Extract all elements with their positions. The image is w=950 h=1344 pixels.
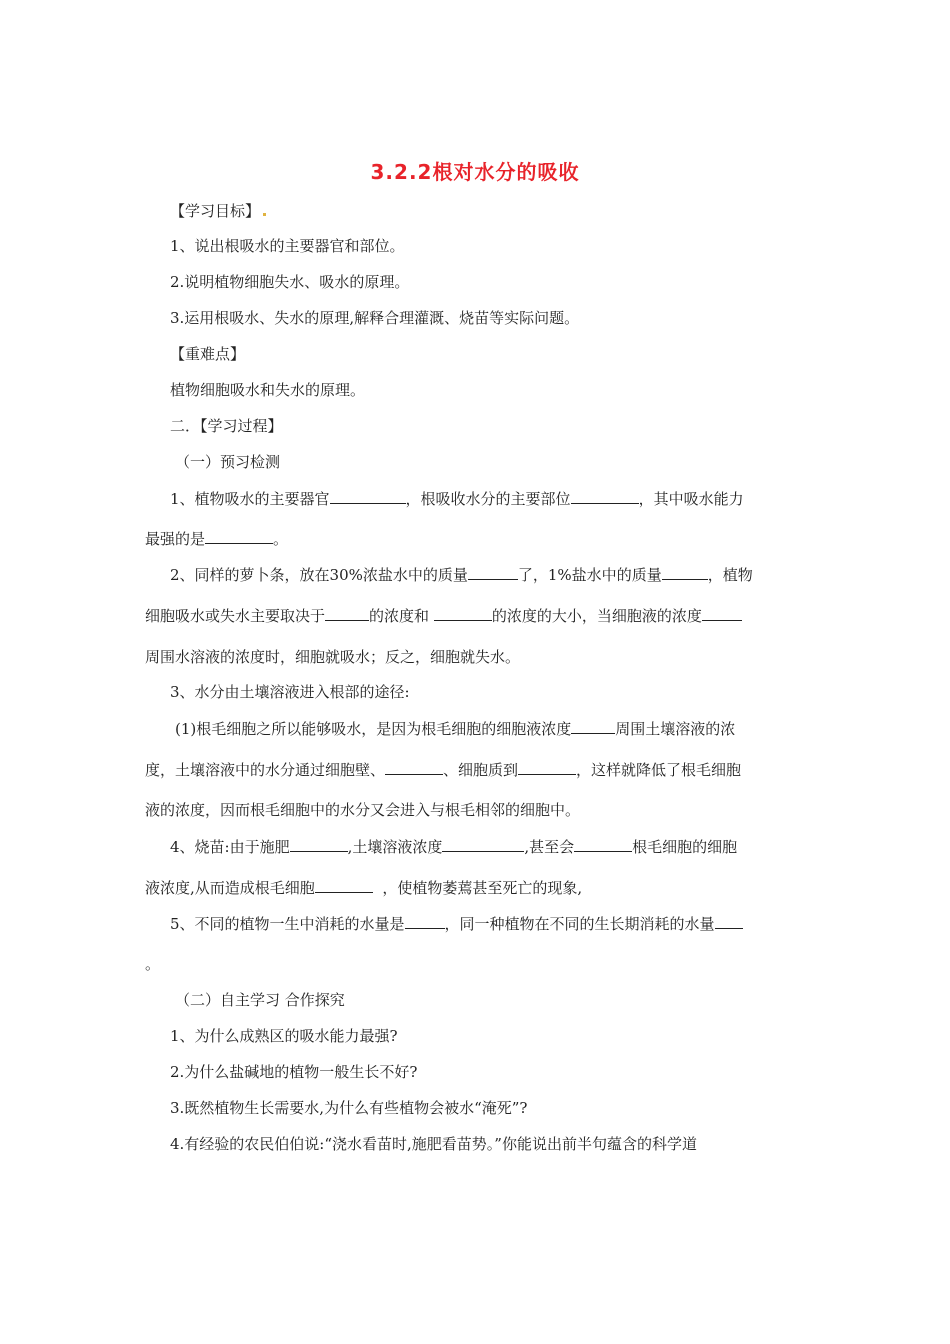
answer-blank bbox=[715, 912, 743, 929]
question-3-line-1: (1)根毛细胞之所以能够吸水，是因为根毛细胞的细胞液浓度 周围土壤溶液的浓 bbox=[175, 717, 735, 740]
question-5-line-2: 。 bbox=[145, 955, 161, 973]
answer-blank bbox=[468, 563, 518, 580]
question-2-line-3: 周围水溶液的浓度时，细胞就吸水；反之，细胞就失水。 bbox=[145, 648, 521, 666]
question-3-header: 3、水分由土壤溶液进入根部的途径: bbox=[170, 683, 410, 701]
key-header: 【重难点】 bbox=[170, 345, 246, 363]
question-2-line-2: 细胞吸水或失水主要取决于 的浓度和 的浓度的大小，当细胞液的浓度 bbox=[145, 604, 742, 627]
answer-blank bbox=[405, 912, 445, 929]
answer-blank bbox=[325, 604, 369, 621]
question-1-line-2: 最强的是 。 bbox=[145, 527, 288, 550]
question-1-line-1: 1、植物吸水的主要器官 ，根吸收水分的主要部位 ，其中吸水能力 bbox=[170, 487, 744, 510]
goal-2: 2.说明植物细胞失水、吸水的原理。 bbox=[170, 273, 410, 291]
inquiry-question-3: 3.既然植物生长需要水,为什么有些植物会被水“淹死”? bbox=[170, 1099, 528, 1117]
goal-3: 3.运用根吸水、失水的原理,解释合理灌溉、烧苗等实际问题。 bbox=[170, 309, 580, 327]
answer-blank bbox=[290, 835, 348, 852]
process-header: 二．【学习过程】 bbox=[170, 417, 283, 435]
question-3-line-3: 液的浓度，因而根毛细胞中的水分又会进入与根毛相邻的细胞中。 bbox=[145, 801, 581, 819]
section-2-header: （二）自主学习 合作探究 bbox=[175, 991, 345, 1009]
answer-blank bbox=[702, 604, 742, 621]
inquiry-question-2: 2.为什么盐碱地的植物一般生长不好? bbox=[170, 1063, 418, 1081]
section-1-header: （一）预习检测 bbox=[175, 453, 281, 471]
question-3-line-2: 度，土壤溶液中的水分通过细胞壁、 、细胞质到 ，这样就降低了根毛细胞 bbox=[145, 758, 741, 781]
mark-dot bbox=[263, 213, 266, 216]
page-title: 3.2.2根对水分的吸收 bbox=[370, 160, 580, 184]
answer-blank bbox=[518, 758, 576, 775]
key-text: 植物细胞吸水和失水的原理。 bbox=[170, 381, 366, 399]
answer-blank bbox=[571, 717, 615, 734]
answer-blank bbox=[442, 835, 524, 852]
answer-blank bbox=[330, 487, 406, 504]
answer-blank bbox=[662, 563, 708, 580]
answer-blank bbox=[205, 527, 273, 544]
answer-blank bbox=[574, 835, 632, 852]
goals-header: 【学习目标】 bbox=[170, 200, 266, 222]
question-5-line-1: 5、不同的植物一生中消耗的水量是 ，同一种植物在不同的生长期消耗的水量 bbox=[170, 912, 743, 935]
answer-blank bbox=[385, 758, 443, 775]
answer-blank bbox=[571, 487, 639, 504]
inquiry-question-1: 1、为什么成熟区的吸水能力最强? bbox=[170, 1027, 398, 1045]
question-2-line-1: 2、同样的萝卜条，放在30%浓盐水中的质量 了，1%盐水中的质量 ，植物 bbox=[170, 563, 753, 586]
inquiry-question-4: 4.有经验的农民伯伯说:“浇水看苗时,施肥看苗势。”你能说出前半句蕴含的科学道 bbox=[170, 1135, 697, 1153]
answer-blank bbox=[315, 876, 373, 893]
goal-1: 1、说出根吸水的主要器官和部位。 bbox=[170, 237, 405, 255]
question-4-line-1: 4、烧苗:由于施肥 ,土壤溶液浓度 ,甚至会 根毛细胞的细胞 bbox=[170, 835, 737, 858]
question-4-line-2: 液浓度,从而造成根毛细胞 ，使植物萎蔫甚至死亡的现象, bbox=[145, 876, 582, 899]
answer-blank bbox=[434, 604, 492, 621]
